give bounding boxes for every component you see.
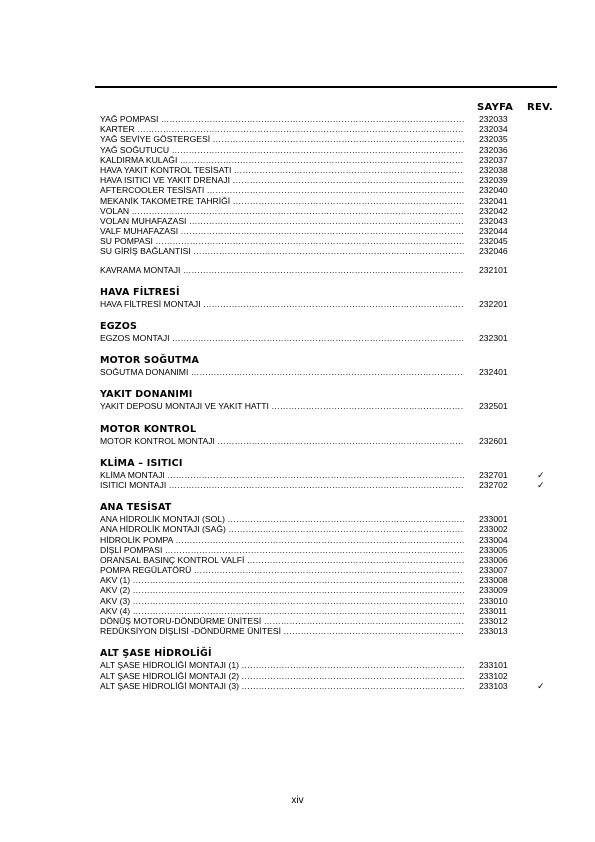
toc-entry[interactable]: [100, 206, 560, 216]
toc-entry[interactable]: [100, 236, 560, 246]
entry-title: SU POMPASI ………………………………………………………………………………………………………………………………………………………………………………………………………………: [100, 236, 464, 246]
toc-entry[interactable]: [100, 367, 560, 377]
entry-page-number: 232036: [479, 144, 508, 155]
entry-title: ALT ŞASE HİDROLİĞİ MONTAJI (1) ………………………………………………………………………………………………………………………………………………………………………………………………………………: [100, 660, 464, 670]
entry-title: DİŞLİ POMPASI ………………………………………………………………………………………………………………………………………………………………………………………………………………: [100, 545, 464, 555]
entry-title: ISITICI MONTAJI ………………………………………………………………………………………………………………………………………………………………………………………………………………: [100, 480, 464, 490]
entry-title: AKV (2) ………………………………………………………………………………………………………………………………………………………………………………………………………………: [100, 585, 464, 595]
entry-title: KAVRAMA MONTAJI ………………………………………………………………………………………………………………………………………………………………………………………………………………: [100, 265, 464, 275]
toc-entry[interactable]: [100, 565, 560, 575]
revision-check-icon: ✓: [537, 479, 545, 490]
entry-title: MOTOR KONTROL MONTAJI ………………………………………………………………………………………………………………………………………………………………………………………………………………: [100, 436, 464, 446]
entry-title: YAKIT DEPOSU MONTAJI VE YAKIT HATTI ………………………………………………………………………………………………………………………………………………………………………………………………………………: [100, 401, 464, 411]
entry-title: YAĞ SEVİYE GÖSTERGESİ ………………………………………………………………………………………………………………………………………………………………………………………………………………: [100, 134, 464, 144]
entry-page-number: 233011: [479, 605, 508, 616]
toc-entry[interactable]: [100, 535, 560, 545]
entry-title: ORANSAL BASINÇ KONTROL VALFİ ………………………………………………………………………………………………………………………………………………………………………………………………………………: [100, 555, 464, 565]
entry-page-number: 233103: [479, 680, 508, 691]
entry-title: VALF MUHAFAZASI ………………………………………………………………………………………………………………………………………………………………………………………………………………: [100, 226, 464, 236]
entry-page-number: 232046: [479, 246, 508, 257]
entry-title: SU GİRİŞ BAĞLANTISI ………………………………………………………………………………………………………………………………………………………………………………………………………………: [100, 246, 464, 256]
entry-title: ANA HİDROLİK MONTAJI (SAĞ) ………………………………………………………………………………………………………………………………………………………………………………………………………………: [100, 524, 464, 534]
toc-entry[interactable]: [100, 246, 560, 256]
toc-entry[interactable]: [100, 671, 560, 681]
toc-entry[interactable]: [100, 196, 560, 206]
entry-title: SOĞUTMA DONANIMI ………………………………………………………………………………………………………………………………………………………………………………………………………………: [100, 367, 464, 377]
toc-entry[interactable]: [100, 575, 560, 585]
group-spacer: [100, 257, 560, 265]
entry-page-number: 232042: [479, 205, 508, 216]
entry-title: AFTERCOOLER TESİSATI ………………………………………………………………………………………………………………………………………………………………………………………………………………: [100, 185, 464, 195]
entry-page-number: 232044: [479, 226, 508, 237]
toc-entry[interactable]: [100, 185, 560, 195]
toc-entry[interactable]: [100, 596, 560, 606]
page-number: xiv: [291, 795, 304, 806]
entry-page-number: 232033: [479, 114, 508, 124]
entry-title: DÖNÜŞ MOTORU-DÖNDÜRME ÜNİTESİ ………………………………………………………………………………………………………………………………………………………………………………………………………………: [100, 616, 464, 626]
entry-page-number: 232701: [479, 469, 508, 480]
entry-page-number: 233001: [479, 514, 508, 525]
entry-page-number: 232035: [479, 134, 508, 145]
entry-title: MEKANİK TAKOMETRE TAHRİĞİ ………………………………………………………………………………………………………………………………………………………………………………………………………………: [100, 196, 464, 206]
entry-page-number: 233101: [479, 660, 508, 671]
entry-title: HAVA YAKIT KONTROL TESİSATI ………………………………………………………………………………………………………………………………………………………………………………………………………………: [100, 165, 464, 175]
entry-page-number: 233010: [479, 595, 508, 606]
entry-title: HAVA FİLTRESİ MONTAJI ………………………………………………………………………………………………………………………………………………………………………………………………………………: [100, 299, 464, 309]
entry-page-number: 233009: [479, 585, 508, 596]
toc-entry[interactable]: [100, 134, 560, 144]
entry-page-number: 233008: [479, 575, 508, 586]
toc-entry[interactable]: [100, 145, 560, 155]
entry-page-number: 232101: [479, 264, 508, 275]
entry-page-number: 232702: [479, 479, 508, 490]
entry-title: AKV (4) ………………………………………………………………………………………………………………………………………………………………………………………………………………: [100, 606, 464, 616]
header-rule: [95, 86, 557, 88]
entry-page-number: 233013: [479, 626, 508, 637]
entry-page-number: 233006: [479, 554, 508, 565]
entry-title: AKV (1) ………………………………………………………………………………………………………………………………………………………………………………………………………………: [100, 575, 464, 585]
toc-entry[interactable]: [100, 660, 560, 670]
entry-page-number: 232401: [479, 367, 508, 378]
entry-page-number: 232034: [479, 124, 508, 135]
toc-entry[interactable]: [100, 514, 560, 524]
toc-entry[interactable]: [100, 585, 560, 595]
entry-title: YAĞ POMPASI ………………………………………………………………………………………………………………………………………………………………………………………………………………: [100, 114, 464, 124]
entry-page-number: 232601: [479, 435, 508, 446]
entry-page-number: 232038: [479, 164, 508, 175]
entry-title: KALDIRMA KULAĞI ………………………………………………………………………………………………………………………………………………………………………………………………………………: [100, 155, 464, 165]
toc-entry[interactable]: [100, 555, 560, 565]
toc-entry[interactable]: [100, 333, 560, 343]
toc-entry[interactable]: [100, 114, 560, 124]
toc-entry[interactable]: [100, 606, 560, 616]
toc-entry[interactable]: [100, 545, 560, 555]
toc-entry[interactable]: [100, 524, 560, 534]
column-header-rev: REV.: [527, 102, 553, 113]
entry-title: HAVA ISITICI VE YAKIT DRENAJI ………………………………………………………………………………………………………………………………………………………………………………………………………………: [100, 175, 464, 185]
entry-page-number: 233012: [479, 616, 508, 626]
entry-title: KARTER ………………………………………………………………………………………………………………………………………………………………………………………………………………: [100, 124, 464, 134]
toc-entry[interactable]: [100, 436, 560, 446]
toc-entry[interactable]: [100, 401, 560, 411]
section-title: EGZOS: [100, 321, 138, 332]
toc-entry[interactable]: [100, 175, 560, 185]
toc-entry[interactable]: [100, 470, 560, 480]
section-title: YAKIT DONANIMI: [100, 389, 193, 401]
entry-title: ANA HİDROLİK MONTAJI (SOL) ………………………………………………………………………………………………………………………………………………………………………………………………………………: [100, 514, 464, 524]
entry-title: KLİMA MONTAJI ………………………………………………………………………………………………………………………………………………………………………………………………………………: [100, 470, 464, 480]
entry-page-number: 232301: [479, 333, 508, 343]
toc-entry[interactable]: [100, 626, 560, 636]
section-title: ANA TESİSAT: [100, 502, 172, 514]
section-title: MOTOR SOĞUTMA: [100, 355, 200, 367]
section-title: MOTOR KONTROL: [100, 423, 197, 435]
toc-entry[interactable]: [100, 265, 560, 275]
entry-page-number: 232201: [479, 298, 508, 309]
entry-title: VOLAN ………………………………………………………………………………………………………………………………………………………………………………………………………………: [100, 206, 464, 216]
entry-page-number: 233004: [479, 534, 508, 545]
entry-page-number: 232043: [479, 215, 508, 226]
entry-title: ALT ŞASE HİDROLİĞİ MONTAJI (3) ………………………………………………………………………………………………………………………………………………………………………………………………………………: [100, 681, 464, 691]
section-title: HAVA FİLTRESİ: [100, 286, 180, 298]
entry-page-number: 233102: [479, 670, 508, 681]
toc-entry[interactable]: [100, 155, 560, 165]
toc-entry[interactable]: [100, 681, 560, 691]
toc-entry[interactable]: [100, 299, 560, 309]
entry-page-number: 232041: [479, 195, 508, 206]
entry-title: VOLAN MUHAFAZASI ………………………………………………………………………………………………………………………………………………………………………………………………………………: [100, 216, 464, 226]
entry-title: HİDROLİK POMPA ………………………………………………………………………………………………………………………………………………………………………………………………………………: [100, 535, 464, 545]
section-title: ALT ŞASE HİDROLİĞİ: [100, 648, 212, 660]
toc-entry[interactable]: [100, 480, 560, 490]
entry-page-number: 232040: [479, 185, 508, 196]
entry-title: POMPA REGÜLATÖRÜ ………………………………………………………………………………………………………………………………………………………………………………………………………………: [100, 565, 464, 575]
revision-check-icon: ✓: [537, 469, 545, 480]
entry-page-number: 233002: [479, 524, 508, 535]
section-title: KLİMA – ISITICI: [100, 457, 183, 469]
entry-page-number: 232045: [479, 236, 508, 247]
entry-page-number: 232037: [479, 154, 508, 165]
table-of-contents: [100, 114, 560, 691]
entry-page-number: 232039: [479, 175, 508, 186]
column-header-sayfa: SAYFA: [477, 102, 514, 113]
entry-title: ALT ŞASE HİDROLİĞİ MONTAJI (2) ………………………………………………………………………………………………………………………………………………………………………………………………………………: [100, 671, 464, 681]
entry-title: REDÜKSİYON DİŞLİSİ -DÖNDÜRME ÜNİTESİ ………………………………………………………………………………………………………………………………………………………………………………………………………………: [100, 626, 464, 636]
toc-entry[interactable]: [100, 216, 560, 226]
revision-check-icon: ✓: [537, 680, 545, 691]
toc-entry[interactable]: [100, 124, 560, 134]
entry-title: EGZOS MONTAJI ………………………………………………………………………………………………………………………………………………………………………………………………………………: [100, 333, 464, 343]
entry-title: YAĞ SOĞUTUCU ………………………………………………………………………………………………………………………………………………………………………………………………………………: [100, 145, 464, 155]
toc-entry[interactable]: [100, 616, 560, 626]
toc-entry[interactable]: [100, 165, 560, 175]
toc-entry[interactable]: [100, 226, 560, 236]
entry-page-number: 233007: [479, 565, 508, 576]
entry-page-number: 233005: [479, 544, 508, 555]
entry-title: AKV (3) ………………………………………………………………………………………………………………………………………………………………………………………………………………: [100, 596, 464, 606]
entry-page-number: 232501: [479, 401, 508, 412]
